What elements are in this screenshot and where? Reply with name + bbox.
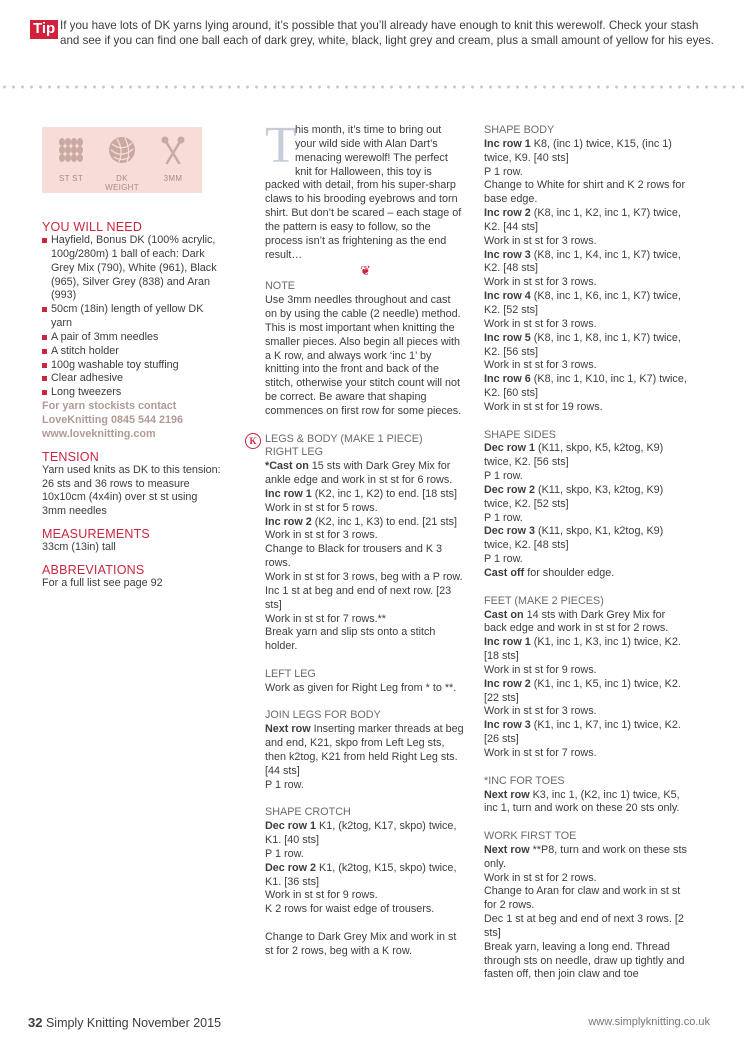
instruction-row (484, 678, 689, 706)
instruction-label: Next row (484, 788, 530, 801)
instruction-row (265, 723, 465, 778)
instruction-label: Dec row 1 (484, 442, 536, 455)
tip-text: If you have lots of DK yarns lying around, it’s possible that you’ll already have enough to knit this werewolf. Check your stash and see if you can find one ball each of dark grey, white, black, light grey and cream, plus a small amount of yellow for his eyes. (60, 19, 714, 47)
instruction-row (484, 719, 689, 747)
materials-list (42, 234, 222, 400)
instruction-row (265, 516, 465, 530)
inc-toes-heading: *INC FOR TOES (484, 774, 565, 787)
instruction-text: **P8, turn and work on these sts only. (484, 843, 687, 870)
instruction-row (484, 636, 689, 664)
instruction-text: Change to Black for trousers and K 3 rows. (265, 543, 443, 570)
instruction-label: Next row (484, 843, 530, 856)
magazine-issue: Simply Knitting November 2015 (45, 1016, 222, 1030)
footer-folio (28, 1015, 221, 1030)
instruction-row (265, 779, 465, 793)
list-item: Hayfield, Bonus DK (100% acrylic, 100g/280m) 1 ball of each: Dark Grey Mix (790), White (961), Black (965), Silver Grey (838) and Aran (993) (42, 234, 222, 303)
info-label-needles: 3MM (163, 174, 183, 183)
instruction-text: (K1, inc 1, K5, inc 1) twice, K2. [22 sts] (484, 677, 681, 704)
instruction-text: Break yarn, leaving a long end. Thread through sts on needle, draw up tightly and fasten off, then join claw and toe (484, 940, 685, 981)
instruction-text: (K8, inc 1, K10, inc 1, K7) twice, K2. [60 sts] (484, 373, 687, 400)
instruction-row (265, 502, 465, 516)
instruction-row (484, 207, 689, 235)
knit-k-icon: K (245, 433, 261, 449)
instruction-row (484, 359, 689, 373)
instruction-text: (K8, inc 1, K6, inc 1, K7) twice, K2. [52 sts] (484, 290, 681, 316)
feet-instructions (484, 609, 689, 761)
instruction-text: Work in st st for 3 rows. (484, 276, 597, 289)
instruction-row (484, 512, 689, 526)
instruction-text: P 1 row. (484, 165, 523, 178)
instruction-row (484, 664, 689, 678)
instruction-row (484, 373, 689, 401)
instruction-text: Change to Aran for claw and work in st st for 2 rows. (484, 885, 681, 912)
join-legs-heading: JOIN LEGS FOR BODY (265, 709, 381, 722)
instruction-row (484, 913, 689, 941)
instruction-text: (K8, inc 1, K4, inc 1, K7) twice, K2. [48 sts] (484, 248, 681, 275)
instruction-row (265, 889, 465, 903)
instruction-row (484, 166, 689, 180)
instruction-label: *Cast on (265, 460, 309, 473)
instruction-row (265, 862, 465, 890)
info-label-stitch: ST ST (58, 174, 84, 183)
instruction-row (484, 138, 689, 166)
instruction-text: K1, (k2tog, K15, skpo) twice, K1. [36 sts] (265, 861, 457, 888)
instruction-row (484, 747, 689, 761)
note-text: Use 3mm needles throughout and cast on by using the cable (2 needle) method. This is most important when knitting the smaller pieces. Also begin all pieces with a K row, and always work ‘inc 1’ by knitting into the front and back of the stitch, otherwise your stitch count will not be correct. Be aware that shaping commences on first row for some pieces. (265, 294, 462, 417)
column-3 (484, 124, 689, 982)
instruction-row (484, 844, 689, 872)
instruction-text: Work in st st for 7 rows.** (265, 612, 386, 625)
instruction-text: Work in st st for 3 rows, beg with a P row. (265, 571, 463, 583)
instruction-row (484, 401, 689, 415)
instruction-row (484, 276, 689, 290)
instruction-row (484, 332, 689, 360)
instruction-label: Inc row 2 (265, 515, 312, 528)
first-toe-instructions (484, 844, 689, 982)
instruction-label: Inc row 2 (484, 677, 531, 690)
tip-box (30, 18, 720, 48)
instruction-row (484, 941, 689, 983)
drop-cap: T (265, 117, 297, 174)
instruction-row (484, 442, 689, 470)
instruction-text: (K2, inc 1, K3) to end. [21 sts] (311, 515, 458, 528)
tip-badge: Tip (30, 20, 58, 39)
instruction-row (484, 885, 689, 913)
ornament-icon: ❦ (360, 263, 370, 279)
instruction-row (265, 626, 465, 654)
instruction-label: Inc row 3 (484, 248, 531, 261)
needles-icon (158, 135, 188, 165)
instruction-text: Work in st st for 3 rows. (484, 234, 597, 247)
instruction-text: Work in st st for 5 rows. (265, 501, 378, 514)
instruction-row (265, 488, 465, 502)
instruction-text: Inc 1 st at beg and end of next row. [23 sts] (265, 584, 452, 611)
instruction-label: Dec row 3 (484, 525, 536, 538)
instruction-text: (K11, skpo, K5, k2tog, K9) twice, K2. [56 sts] (484, 442, 664, 469)
you-will-need-heading: YOU WILL NEED (42, 220, 143, 234)
instruction-text: (K8, inc 1, K8, inc 1, K7) twice, K2. [56 sts] (484, 331, 681, 358)
instruction-row (484, 179, 689, 207)
instruction-text: P 1 row. (265, 847, 304, 860)
instruction-text: 15 sts with Dark Grey Mix for ankle edge and work in st st for 6 rows. (265, 460, 453, 487)
instruction-text: 14 sts with Dark Grey Mix for back edge and work in st st for 2 rows. (484, 608, 669, 635)
instruction-text: Work in st st for 3 rows. (484, 359, 597, 372)
stitch-icon (56, 135, 86, 165)
info-item-needles (148, 135, 198, 183)
instruction-row (265, 460, 465, 488)
instruction-text: Work in st st for 3 rows. (484, 317, 597, 330)
inc-toes-instructions (484, 789, 689, 817)
instruction-text: P 1 row. (265, 778, 304, 791)
instruction-label: Inc row 4 (484, 290, 531, 303)
instruction-row (484, 470, 689, 484)
instruction-text: (K1, inc 1, K3, inc 1) twice, K2. [18 sts] (484, 636, 681, 663)
left-leg-heading: LEFT LEG (265, 667, 316, 680)
instruction-label: Inc row 2 (484, 207, 531, 220)
instruction-row (484, 525, 689, 553)
info-item-stitch (46, 135, 96, 183)
instruction-text: Dec 1 st at beg and end of next 3 rows. [2 sts] (484, 913, 684, 939)
measurements-text: 33cm (13in) tall (42, 541, 116, 554)
instruction-text: K3, inc 1, (K2, inc 1) twice, K5, inc 1, turn and work on these 20 sts only. (484, 788, 680, 815)
instruction-text: Break yarn and slip sts onto a stitch holder. (265, 626, 436, 653)
instruction-row (484, 789, 689, 817)
info-box (42, 127, 202, 193)
left-leg-text: Work as given for Right Leg from * to **. (265, 681, 457, 694)
instruction-row (265, 848, 465, 862)
abbreviations-text: For a full list see page 92 (42, 576, 163, 589)
stockist-phone: LoveKnitting 0845 544 2196 (42, 413, 184, 426)
join-legs-instructions (265, 723, 465, 792)
instruction-row (484, 484, 689, 512)
crotch-end-text: Change to Dark Grey Mix and work in st st for 2 rows, beg with a K row. (265, 930, 457, 957)
instruction-row (265, 543, 465, 571)
instruction-row (484, 235, 689, 249)
instruction-text: Change to White for shirt and K 2 rows for base edge. (484, 179, 686, 206)
instruction-label: Cast on (484, 608, 524, 621)
right-leg-instructions (265, 460, 465, 654)
shape-crotch-heading: SHAPE CROTCH (265, 806, 351, 819)
abbreviations-heading: ABBREVIATIONS (42, 562, 145, 577)
instruction-row (265, 820, 465, 848)
instruction-row (265, 903, 465, 917)
instruction-label: Dec row 1 (265, 820, 317, 833)
measurements-heading: MEASUREMENTS (42, 527, 150, 542)
list-item: 50cm (18in) length of yellow DK yarn (42, 303, 222, 331)
info-item-weight (97, 135, 147, 192)
list-item: Long tweezers (42, 386, 222, 400)
shape-sides-heading: SHAPE SIDES (484, 428, 557, 441)
instruction-text: (K1, inc 1, K7, inc 1) twice, K2. [26 sts] (484, 719, 681, 746)
intro-text: his month, it’s time to bring out your wild side with Alan Dart’s menacing werewolf! The perfect knit for Halloween, this toy is packed with detail, from his super-sharp claws to his brooding eyebrows and torn shirt. But don’t be scared – each stage of the pattern is easy to follow, so the process isn’t as frightening as the end result… (265, 124, 462, 261)
stockist-link[interactable]: www.loveknitting.com (42, 427, 156, 440)
instruction-text: Work in st st for 7 rows. (484, 746, 597, 759)
instruction-text: P 1 row. (484, 511, 523, 524)
instruction-text: K8, (inc 1) twice, K15, (inc 1) twice, K9. [40 sts] (484, 137, 672, 164)
instruction-text: (K11, skpo, K3, k2tog, K9) twice, K2. [52 sts] (484, 483, 664, 510)
note-heading: NOTE (265, 280, 295, 293)
list-item: A pair of 3mm needles (42, 331, 222, 345)
instruction-row (484, 318, 689, 332)
instruction-row (484, 705, 689, 719)
instruction-text: (K2, inc 1, K2) to end. [18 sts] (311, 487, 458, 500)
instruction-text: P 1 row. (484, 470, 523, 483)
instruction-text: Work in st st for 2 rows. (484, 871, 597, 884)
instruction-text: Work in st st for 9 rows. (484, 663, 597, 676)
stockist-contact: For yarn stockists contact (42, 400, 177, 413)
right-leg-heading: RIGHT LEG (265, 446, 323, 459)
instruction-row (484, 567, 689, 581)
instruction-text: Inserting marker threads at beg and end, K21, skpo from Left Leg sts, then k2tog, K21 from held Right Leg sts. [44 sts] (265, 723, 464, 777)
instruction-label: Next row (265, 723, 311, 736)
shape-body-heading: SHAPE BODY (484, 124, 555, 136)
tension-heading: TENSION (42, 449, 99, 464)
first-toe-heading: WORK FIRST TOE (484, 830, 577, 843)
website-link[interactable]: www.simplyknitting.co.uk (588, 1016, 710, 1028)
instruction-text: (K8, inc 1, K2, inc 1, K7) twice, K2. [44 sts] (484, 207, 681, 233)
instruction-text: Work in st st for 3 rows. (265, 529, 378, 542)
instruction-row (265, 529, 465, 543)
instruction-text: for shoulder edge. (524, 567, 615, 579)
instruction-row (265, 613, 465, 627)
legs-body-heading: K LEGS & BODY (MAKE 1 PIECE) (265, 433, 465, 447)
instruction-text: K1, (k2tog, K17, skpo) twice, K1. [40 sts] (265, 820, 457, 847)
instruction-text: (K11, skpo, K1, k2tog, K9) twice, K2. [48 sts] (484, 525, 664, 552)
instruction-label: Cast off (484, 567, 525, 579)
instruction-label: Dec row 2 (265, 861, 317, 874)
shape-sides-instructions (484, 442, 689, 580)
instruction-row (265, 571, 465, 585)
list-item: Clear adhesive (42, 372, 222, 386)
list-item: A stitch holder (42, 345, 222, 359)
instruction-row (484, 553, 689, 567)
instruction-label: Inc row 1 (484, 636, 531, 649)
instruction-label: Inc row 1 (265, 487, 312, 500)
instruction-text: Work in st st for 3 rows. (484, 705, 597, 718)
yarn-ball-icon (107, 135, 137, 165)
instruction-row (484, 290, 689, 318)
instruction-label: Inc row 3 (484, 719, 531, 732)
instruction-text: P 1 row. (484, 553, 523, 566)
dotted-divider (0, 84, 750, 90)
instruction-row (484, 249, 689, 277)
list-item: 100g washable toy stuffing (42, 359, 222, 373)
shape-crotch-instructions (265, 820, 465, 917)
column-1 (42, 220, 222, 591)
instruction-label: Inc row 5 (484, 331, 531, 344)
intro-paragraph (265, 117, 465, 262)
info-label-weight: DK WEIGHT (105, 174, 139, 192)
shape-body-instructions (484, 138, 689, 415)
instruction-label: Inc row 6 (484, 373, 531, 386)
instruction-text: K 2 rows for waist edge of trousers. (265, 903, 435, 916)
instruction-text: Work in st st for 9 rows. (265, 889, 378, 902)
tension-text: Yarn used knits as DK to this tension: 26 sts and 36 rows to measure 10x10cm (4x4in) over st st using 3mm needles (42, 463, 221, 518)
instruction-label: Inc row 1 (484, 137, 531, 150)
instruction-row (265, 585, 465, 613)
page-number: 32 (28, 1015, 43, 1030)
instruction-row (484, 609, 689, 637)
instruction-label: Dec row 2 (484, 483, 536, 496)
feet-heading: FEET (MAKE 2 PIECES) (484, 594, 604, 607)
instruction-row (484, 872, 689, 886)
instruction-text: Work in st st for 19 rows. (484, 400, 603, 413)
column-2 (249, 117, 465, 959)
